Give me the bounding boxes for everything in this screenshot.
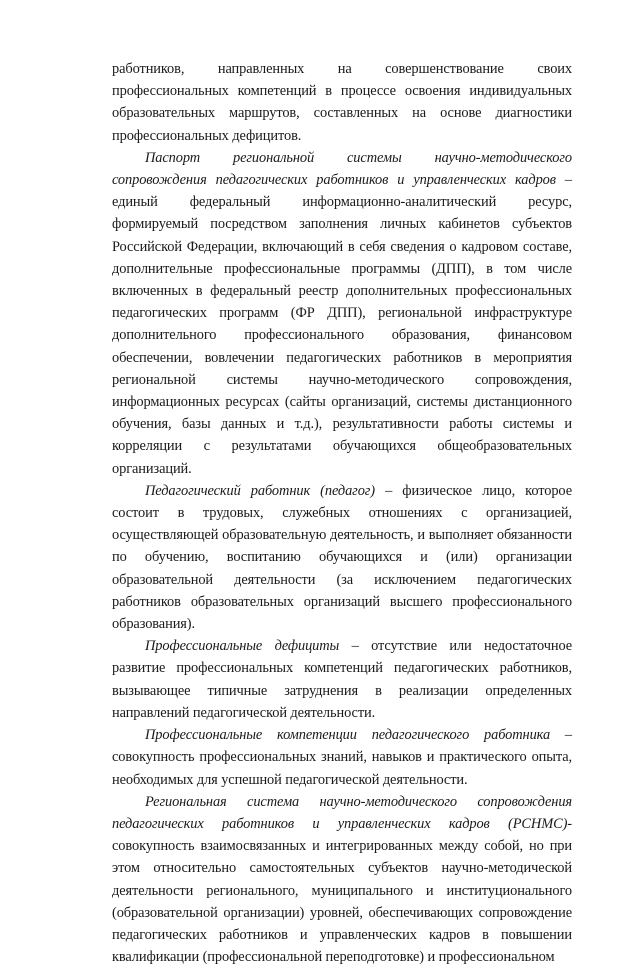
definition-term: Паспорт региональной системы научно-методического сопровождения педагогических работников и управленческих кадров [112,149,572,189]
definition-pedagog [112,480,572,635]
definition-term: Региональная система научно-методического сопровождения педагогических работников и управленческих кадров (РСНМС) [112,793,572,832]
definition-text: – единый федеральный информационно-аналитический ресурс, формируемый посредством заполнения личных кабинетов субъектов Российской Федерации, включающий в себя сведения о кадровом составе, дополнительные профессиональные программы (ДПП), в том числе включенных в федеральный реестр дополнительных профессиональных педагогических программ (ФР ДПП), региональной инфраструктуре дополнительного профессионального образования, финансовом обеспечении, вовлечении педагогических работников в мероприятия региональной системы научно-методического сопровождения, информационных ресурсах (сайты организаций, системы дистанционного обучения, базы данных и т.д.), результативности работы системы и корреляции с результатами обучающихся общеобразовательных организаций. [112,172,572,477]
document-page [112,58,572,968]
definition-text: - совокупность взаимосвязанных и интегрированных между собой, но при этом относительно самостоятельных субъектов научно-методической деятельности регионального, муниципального и институционального (образовательной организации) уровней, обеспечивающих сопровождение педагогических работников и управленческих кадров в повышении квалификации (профессиональной переподготовке) и профессиональном [112,815,572,966]
definition-term: Педагогический работник (педагог) [145,482,375,499]
definition-text: – отсутствие или недостаточное развитие профессиональных компетенций педагогических работников, вызывающее типичные затруднения в реализации определенных направлений педагогической деятельности. [112,638,572,721]
paragraph-text: работников, направленных на совершенствование своих профессиональных компетенций в процессе освоения индивидуальных образовательных маршрутов, составленных на основе диагностики профессиональных дефицитов. [112,61,572,144]
definition-term: Профессиональные дефициты [145,638,340,655]
definition-passport [112,147,572,480]
definition-text: – совокупность профессиональных знаний, навыков и практического опыта, необходимых для успешной педагогической деятельности. [112,727,573,788]
definition-rsnms [112,791,572,968]
paragraph-continuation [112,58,572,147]
definition-deficits [112,635,572,724]
definition-term: Профессиональные компетенции педагогического работника [145,727,551,744]
definition-text: – физическое лицо, которое состоит в трудовых, служебных отношениях с организацией, осуществляющей образовательную деятельность, и выполняет обязанности по обучению, воспитанию обучающихся и (или) организации образовательной деятельности (за исключением педагогических работников образовательных организаций высшего профессионального образования). [112,482,572,633]
definition-competencies [112,724,572,791]
